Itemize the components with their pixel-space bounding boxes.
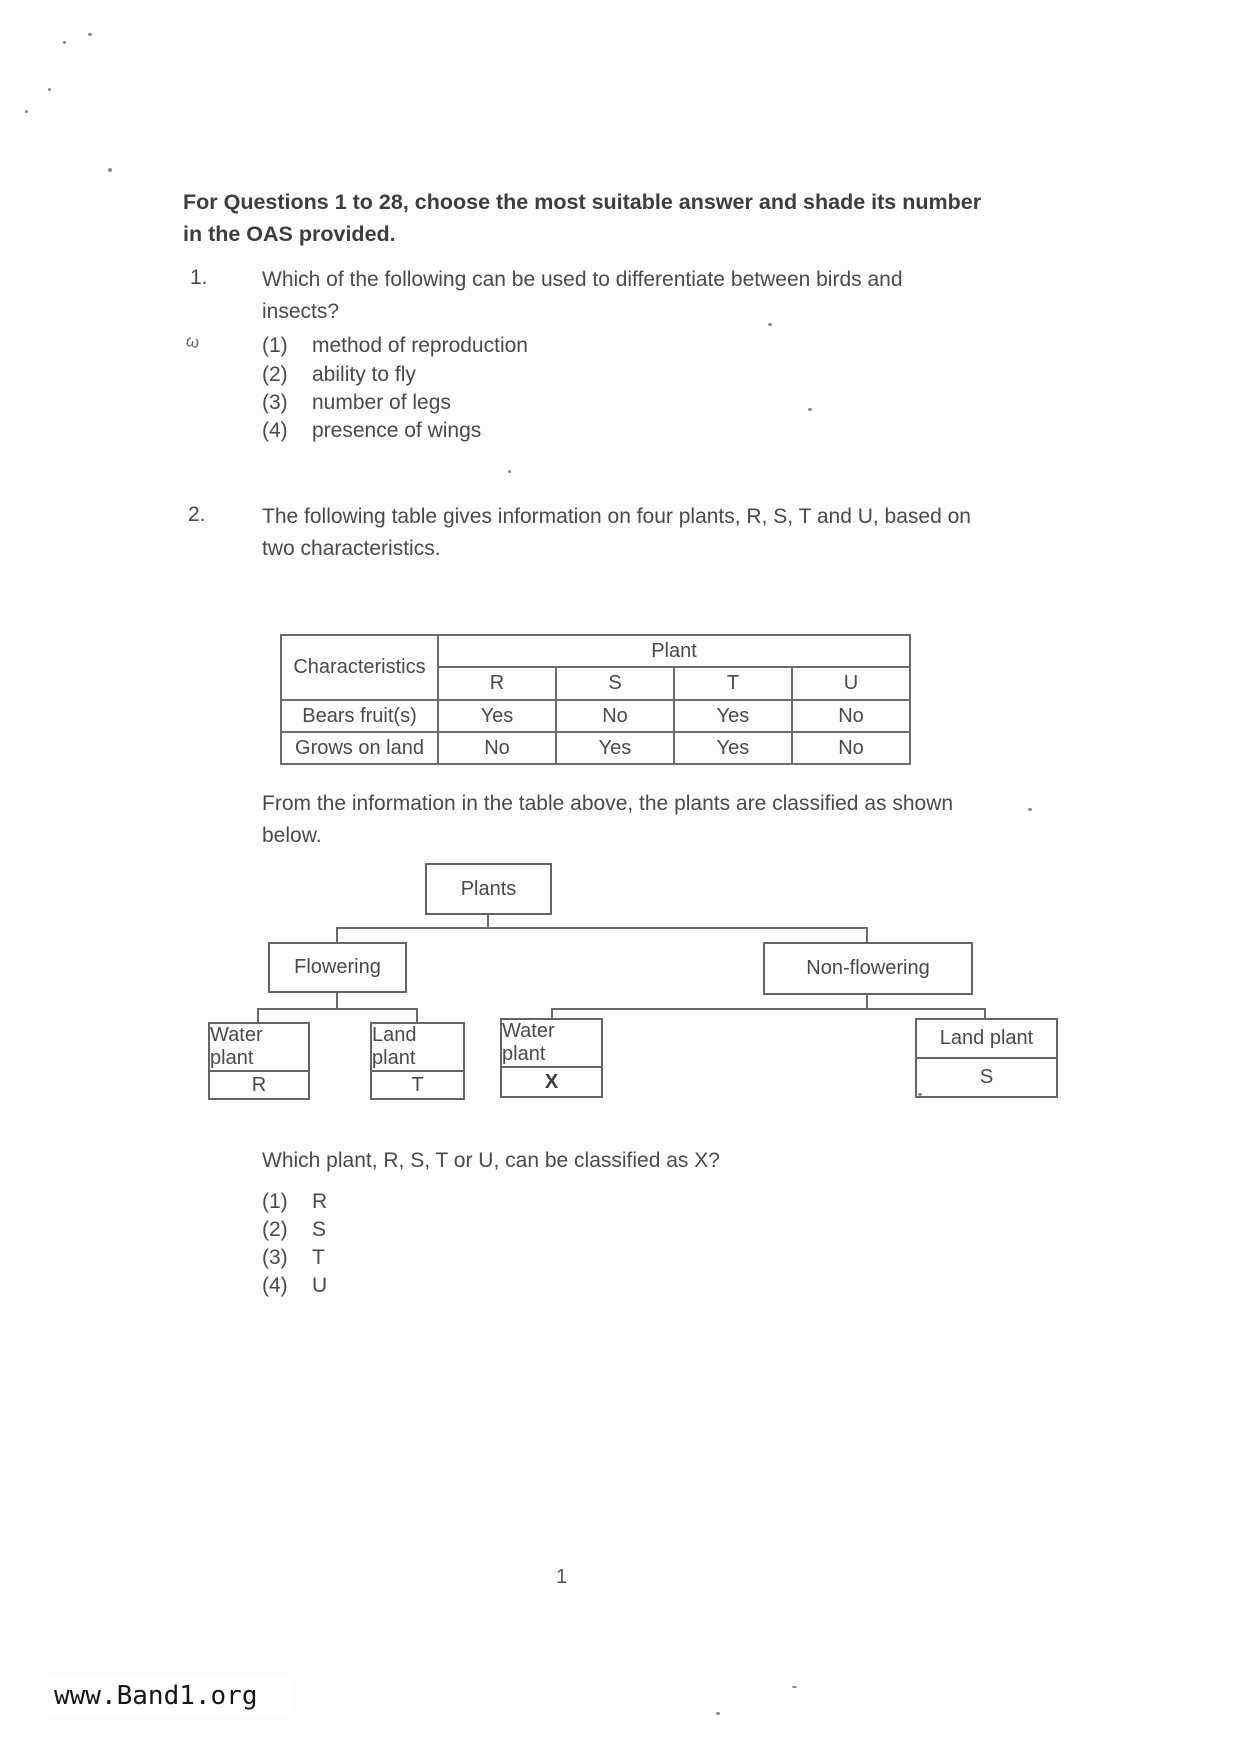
leaf-label: Water plant — [502, 1020, 601, 1068]
q2-option-1-number: (1) — [262, 1190, 288, 1213]
tree-leaf-non-flowering-water-plant — [500, 1018, 603, 1098]
tree-connector — [336, 993, 338, 1008]
scan-speck — [88, 33, 92, 36]
table-row — [281, 700, 910, 732]
row-label-grows-on-land: Grows on land — [281, 732, 438, 764]
tree-leaf-flowering-water-plant — [208, 1022, 310, 1100]
tree-connector — [257, 1008, 259, 1022]
handwritten-margin-mark: ω — [184, 330, 202, 353]
q2-option-1 — [262, 1190, 327, 1218]
leaf-letter-X: X — [544, 1070, 559, 1093]
tree-connector — [257, 1008, 417, 1010]
table-col-S: S — [556, 667, 674, 700]
table-col-R: R — [438, 667, 556, 700]
table-col-U: U — [792, 667, 910, 700]
leaf-letter-T: T — [411, 1073, 424, 1096]
q2-option-2 — [262, 1218, 327, 1246]
leaf-label: Land plant — [372, 1024, 463, 1072]
scan-speck — [716, 1712, 720, 1715]
plant-characteristics-table — [280, 634, 911, 765]
q1-option-2-number: (2) — [262, 363, 288, 386]
q2-option-3-number: (3) — [262, 1246, 288, 1269]
scan-speck — [48, 88, 51, 91]
tree-connector — [866, 927, 868, 942]
q2-options — [262, 1190, 327, 1302]
scan-speck — [1028, 808, 1032, 811]
q2-option-3-label: T — [312, 1246, 325, 1269]
scan-speck — [508, 470, 511, 473]
table-col-T: T — [674, 667, 792, 700]
tree-node-non-flowering: Non-flowering — [763, 942, 973, 995]
tree-node-plants: Plants — [425, 863, 552, 915]
q1-options — [262, 334, 528, 447]
tree-connector — [866, 995, 868, 1008]
q1-option-2 — [262, 363, 528, 391]
page-number: 1 — [556, 1566, 568, 1588]
q2-option-2-label: S — [312, 1218, 327, 1241]
q1-option-3-label: number of legs — [312, 391, 451, 414]
scan-speck — [25, 110, 28, 113]
cell-grows-land-T: Yes — [674, 732, 792, 764]
tree-connector — [416, 1008, 418, 1022]
cell-grows-land-R: No — [438, 732, 556, 764]
q1-option-1 — [262, 334, 528, 363]
q2-option-2-number: (2) — [262, 1218, 288, 1241]
cell-grows-land-S: Yes — [556, 732, 674, 764]
q1-option-2-label: ability to fly — [312, 363, 416, 386]
q2-question: Which plant, R, S, T or U, can be classified as X? — [262, 1149, 720, 1172]
q2-classification-intro: From the information in the table above, the plants are classified as shown below. — [262, 792, 954, 847]
q1-text: Which of the following can be used to differentiate between birds and insects? — [262, 268, 903, 323]
cell-bears-fruit-T: Yes — [674, 700, 792, 732]
tree-connector — [336, 927, 868, 929]
table-corner-header: Characteristics — [281, 635, 438, 700]
q2-option-4-label: U — [312, 1274, 328, 1297]
tree-connector — [984, 1008, 986, 1018]
q1-option-3-number: (3) — [262, 391, 288, 414]
cell-bears-fruit-S: No — [556, 700, 674, 732]
q1-option-3 — [262, 391, 528, 419]
q1-option-4 — [262, 419, 528, 447]
scan-speck — [792, 1686, 797, 1688]
scan-speck — [63, 41, 66, 44]
leaf-letter-R: R — [251, 1073, 267, 1096]
tree-connector — [336, 927, 338, 942]
cell-bears-fruit-R: Yes — [438, 700, 556, 732]
leaf-label: Water plant — [210, 1024, 308, 1072]
scan-speck — [108, 168, 112, 172]
table-group-header: Plant — [438, 635, 910, 667]
tree-connector — [487, 915, 489, 927]
tree-connector — [551, 1008, 553, 1018]
row-label-bears-fruit: Bears fruit(s) — [281, 700, 438, 732]
q2-option-3 — [262, 1246, 327, 1274]
scan-speck — [808, 408, 812, 411]
watermark: www.Band1.org — [42, 1676, 292, 1716]
tree-leaf-flowering-land-plant — [370, 1022, 465, 1100]
tree-connector — [551, 1008, 985, 1010]
tree-node-flowering: Flowering — [268, 942, 407, 993]
q2-option-1-label: R — [312, 1190, 328, 1213]
q2-option-4 — [262, 1274, 327, 1302]
q1-option-1-label: method of reproduction — [312, 334, 528, 357]
cell-grows-land-U: No — [792, 732, 910, 764]
q1-option-4-label: presence of wings — [312, 419, 482, 442]
section-instructions: For Questions 1 to 28, choose the most suitable answer and shade its number in the OAS provided. — [183, 190, 982, 246]
q2-intro: The following table gives information on four plants, R, S, T and U, based on two characteristics. — [262, 505, 971, 560]
q2-option-4-number: (4) — [262, 1274, 288, 1297]
tree-leaf-non-flowering-land-plant — [915, 1018, 1058, 1098]
leaf-label: Land plant — [917, 1020, 1056, 1059]
q1-option-1-number: (1) — [262, 334, 288, 357]
cell-bears-fruit-U: No — [792, 700, 910, 732]
table-row — [281, 732, 910, 764]
q1-option-4-number: (4) — [262, 419, 288, 442]
q1-number: 1. — [190, 266, 208, 289]
leaf-letter-S: S — [979, 1066, 994, 1088]
q2-number: 2. — [188, 503, 206, 526]
